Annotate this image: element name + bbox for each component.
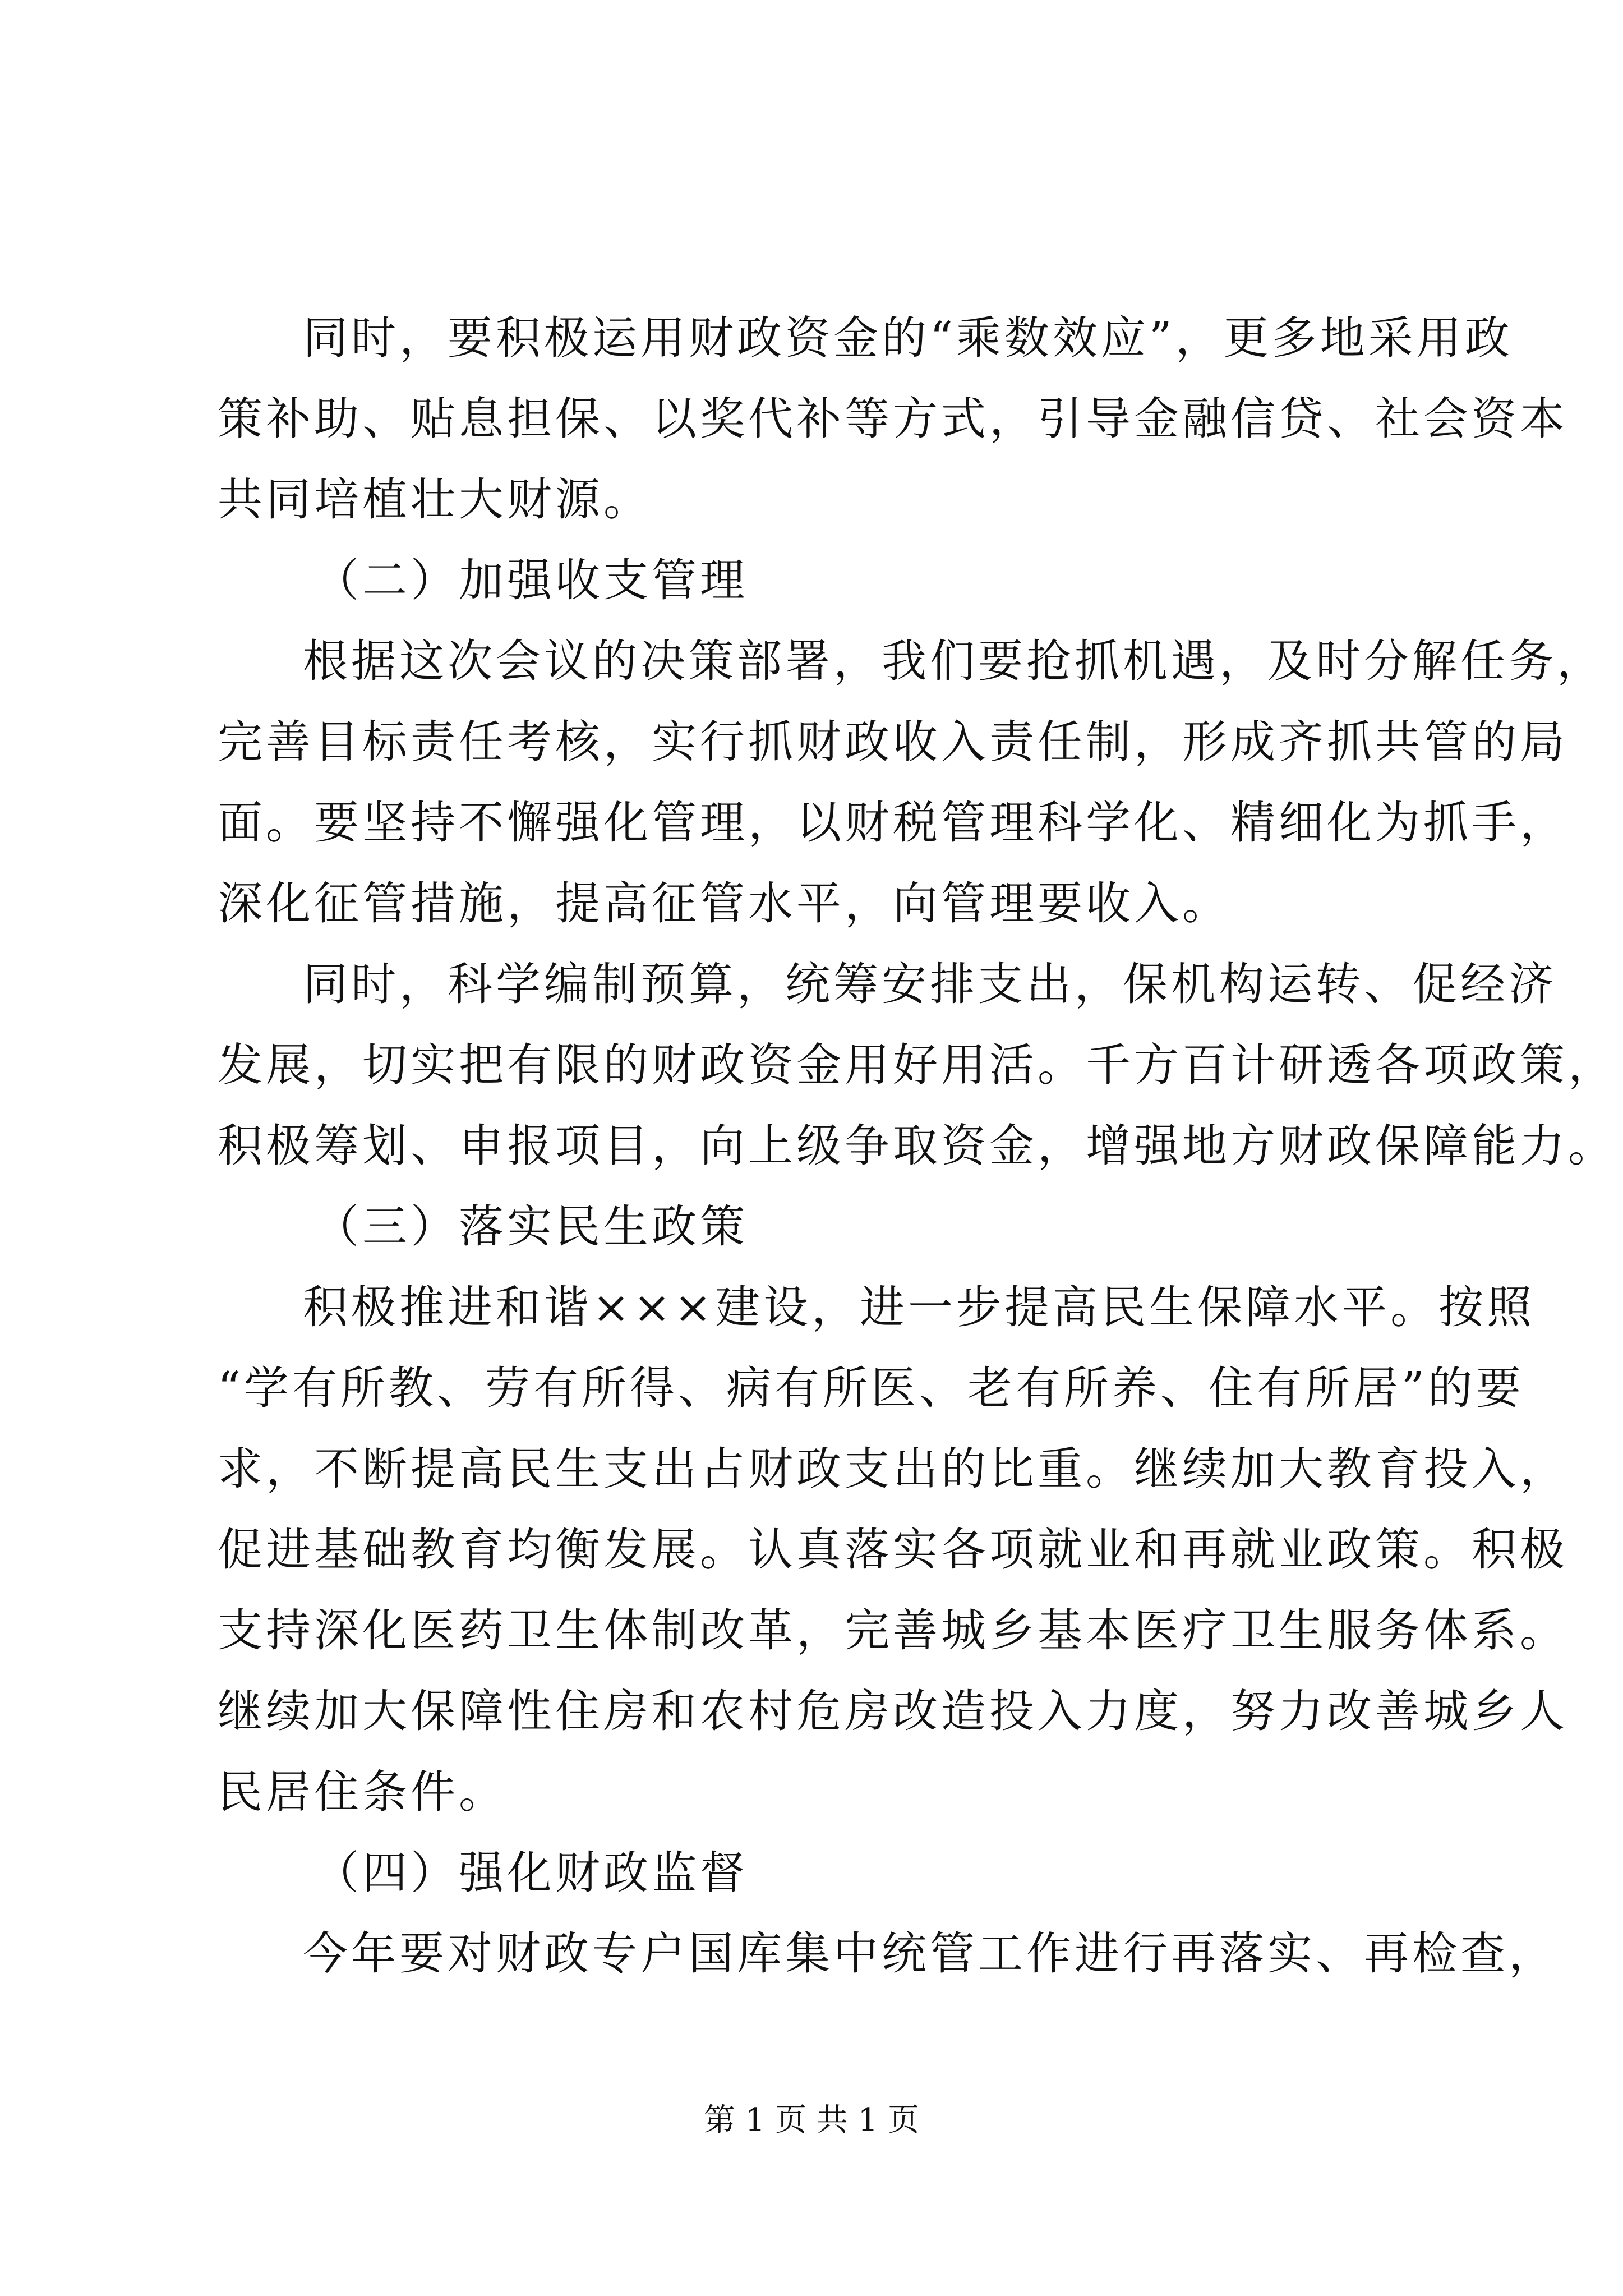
paragraph-6-line-6: 继续加大保障性住房和农村危房改造投入力度，努力改善城乡人: [218, 1685, 1568, 1737]
paragraph-6-line-1: 积极推进和谐×××建设，进一步提高民生保障水平。按照: [303, 1281, 1536, 1333]
paragraph-1-line-2: 策补助、贴息担保、以奖代补等方式，引导金融信贷、社会资本: [218, 393, 1568, 445]
paragraph-6-line-5: 支持深化医药卫生体制改革，完善城乡基本医疗卫生服务体系。: [218, 1604, 1568, 1657]
paragraph-4-line-1: 同时，科学编制预算，统筹安排支出，保机构运转、促经济: [303, 958, 1557, 1010]
paragraph-6-line-3: 求，不断提高民生支出占财政支出的比重。继续加大教育投入，: [218, 1443, 1568, 1495]
paragraph-3-line-1: 根据这次会议的决策部署，我们要抢抓机遇，及时分解任务，: [303, 635, 1605, 687]
paragraph-8-line-1: 今年要对财政专户国库集中统管工作进行再落实、再检查，: [303, 1927, 1557, 1980]
paragraph-4-line-3: 积极筹划、申报项目，向上级争取资金，增强地方财政保障能力。: [218, 1120, 1616, 1172]
paragraph-3-line-2: 完善目标责任考核，实行抓财政收入责任制，形成齐抓共管的局: [218, 716, 1568, 768]
paragraph-6-line-7: 民居住条件。: [218, 1766, 507, 1818]
section-heading-4: （四）强化财政监督: [314, 1847, 748, 1899]
paragraph-6-line-4: 促进基础教育均衡发展。认真落实各项就业和再就业政策。积极: [218, 1524, 1568, 1576]
page-number-footer: 第 1 页 共 1 页: [703, 2102, 920, 2138]
paragraph-1-line-1: 同时，要积极运用财政资金的“乘数效应”，更多地采用政: [303, 312, 1513, 364]
section-heading-3: （三）落实民生政策: [314, 1200, 748, 1253]
paragraph-6-line-2: “学有所教、劳有所得、病有所医、老有所养、住有所居”的要: [218, 1362, 1524, 1414]
paragraph-4-line-2: 发展，切实把有限的财政资金用好用活。千方百计研透各项政策，: [218, 1039, 1616, 1091]
paragraph-3-line-3: 面。要坚持不懈强化管理，以财税管理科学化、精细化为抓手，: [218, 797, 1568, 849]
paragraph-1-line-3: 共同培植壮大财源。: [218, 473, 652, 526]
paragraph-3-line-4: 深化征管措施，提高征管水平，向管理要收入。: [218, 877, 1230, 930]
section-heading-2: （二）加强收支管理: [314, 554, 748, 606]
